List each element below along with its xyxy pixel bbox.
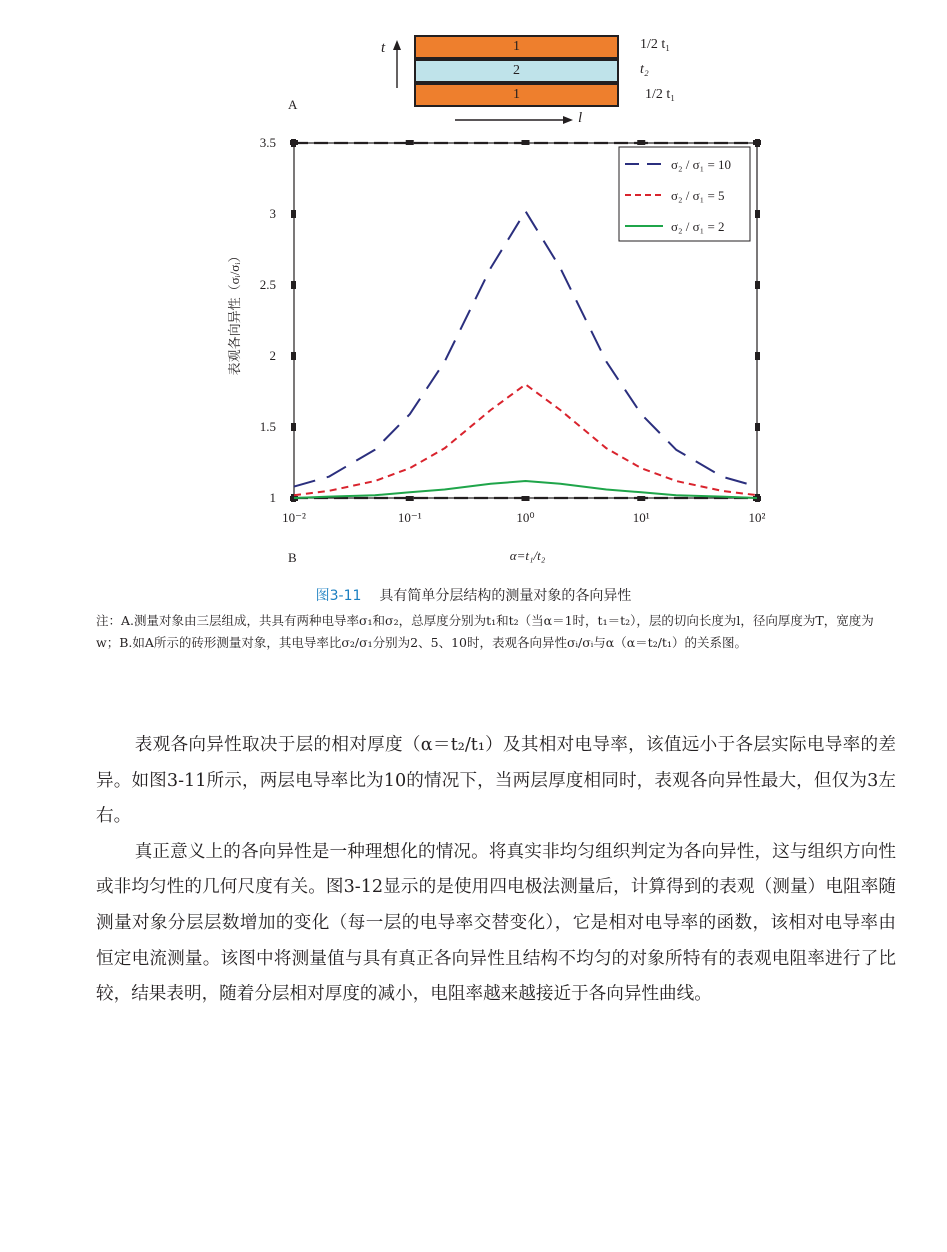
- x-axis-label: α=t₁/t₂: [509, 548, 546, 563]
- horizontal-axis-letter: l: [578, 110, 583, 126]
- series-line: [294, 384, 757, 495]
- legend-label: σ₂ / σ₁ = 10: [671, 157, 732, 172]
- legend-label: σ₂ / σ₁ = 5: [671, 188, 725, 203]
- x-tick-mark: [753, 140, 761, 145]
- x-tick-label: 10¹: [632, 510, 650, 525]
- x-tick-label: 10²: [748, 510, 766, 525]
- layer-thickness-label: t₂: [640, 62, 649, 77]
- x-tick-mark: [637, 496, 645, 501]
- x-tick-mark: [522, 140, 530, 145]
- x-tick-mark: [637, 140, 645, 145]
- y-tick-label: 1.5: [259, 419, 276, 434]
- y-tick-mark: [291, 352, 296, 360]
- figure-caption-title: [0, 585, 947, 605]
- y-tick-label: 3.5: [259, 135, 276, 150]
- x-tick-label: 10⁻²: [282, 510, 306, 525]
- legend-label: σ₂ / σ₁ = 2: [671, 219, 725, 234]
- y-tick-mark: [291, 210, 296, 218]
- y-tick-mark: [755, 423, 760, 431]
- y-tick-label: 1: [269, 490, 276, 505]
- series-line: [294, 481, 757, 498]
- paragraph: 表观各向异性取决于层的相对厚度（α＝t₂/t₁）及其相对电导率，该值远小于各层实际电导率的差异。如图3-11所示，两层电导率比为10的情况下，当两层厚度相同时，表观各向异性最大，但仅为3左右。: [96, 735, 896, 827]
- y-tick-mark: [291, 281, 296, 289]
- figure-note: 注：A.测量对象由三层组成，共具有两种电导率σ₁和σ₂，总厚度分别为t₁和t₂（当α＝1时，t₁＝t₂），层的切向长度为l，径向厚度为T，宽度为w；B.如A所示的砖形测量对象，其电导率比σ₂/σ₁分别为2、5、10时，表观各向异性σᵢ/σᵢ与α（α＝t₂/t₁）的关系图。: [96, 613, 874, 650]
- layer-label: 1: [513, 87, 520, 102]
- layer-thickness-label: 1/2 t₁: [640, 37, 671, 52]
- series-line: [294, 211, 757, 486]
- y-tick-mark: [755, 210, 760, 218]
- x-tick-label: 10⁻¹: [397, 510, 422, 525]
- y-tick-label: 3: [269, 206, 276, 221]
- y-tick-label: 2: [269, 348, 276, 363]
- y-tick-label: 2.5: [259, 277, 276, 292]
- layer-label: 2: [513, 63, 520, 78]
- anisotropy-chart: [0, 0, 947, 580]
- figure-number: 图3-11: [315, 588, 362, 604]
- x-tick-mark: [406, 496, 414, 501]
- panel-a-label: A: [288, 97, 298, 112]
- y-tick-mark: [755, 352, 760, 360]
- layer-thickness-label: 1/2 t₁: [645, 87, 676, 102]
- x-tick-mark: [406, 140, 414, 145]
- x-tick-label: 10⁰: [516, 510, 535, 525]
- paragraph: 真正意义上的各向异性是一种理想化的情况。将真实非均匀组织判定为各向异性，这与组织方向性或非均匀性的几何尺度有关。图3-12显示的是使用四电极法测量后，计算得到的表观（测量）电阻率随测量对象分层层数增加的变化（每一层的电导率交替变化），它是相对电导率的函数，该相对电导率由恒定电流测量。该图中将测量值与具有真正各向异性且结构不均匀的对象所特有的表观电阻率进行了比较，结果表明，随着分层相对厚度的减小，电阻率越来越接近于各向异性曲线。: [96, 841, 896, 1005]
- y-axis-label: 表观各向异性（σᵢ/σᵢ）: [227, 249, 242, 376]
- body-text: [96, 728, 896, 1013]
- x-tick-mark: [290, 140, 298, 145]
- y-tick-mark: [755, 281, 760, 289]
- vertical-axis-letter: t: [381, 40, 386, 56]
- figure-title: 具有简单分层结构的测量对象的各向异性: [379, 588, 632, 604]
- panel-b-label: B: [288, 550, 297, 565]
- y-tick-mark: [291, 423, 296, 431]
- x-tick-mark: [522, 496, 530, 501]
- layer-label: 1: [513, 39, 520, 54]
